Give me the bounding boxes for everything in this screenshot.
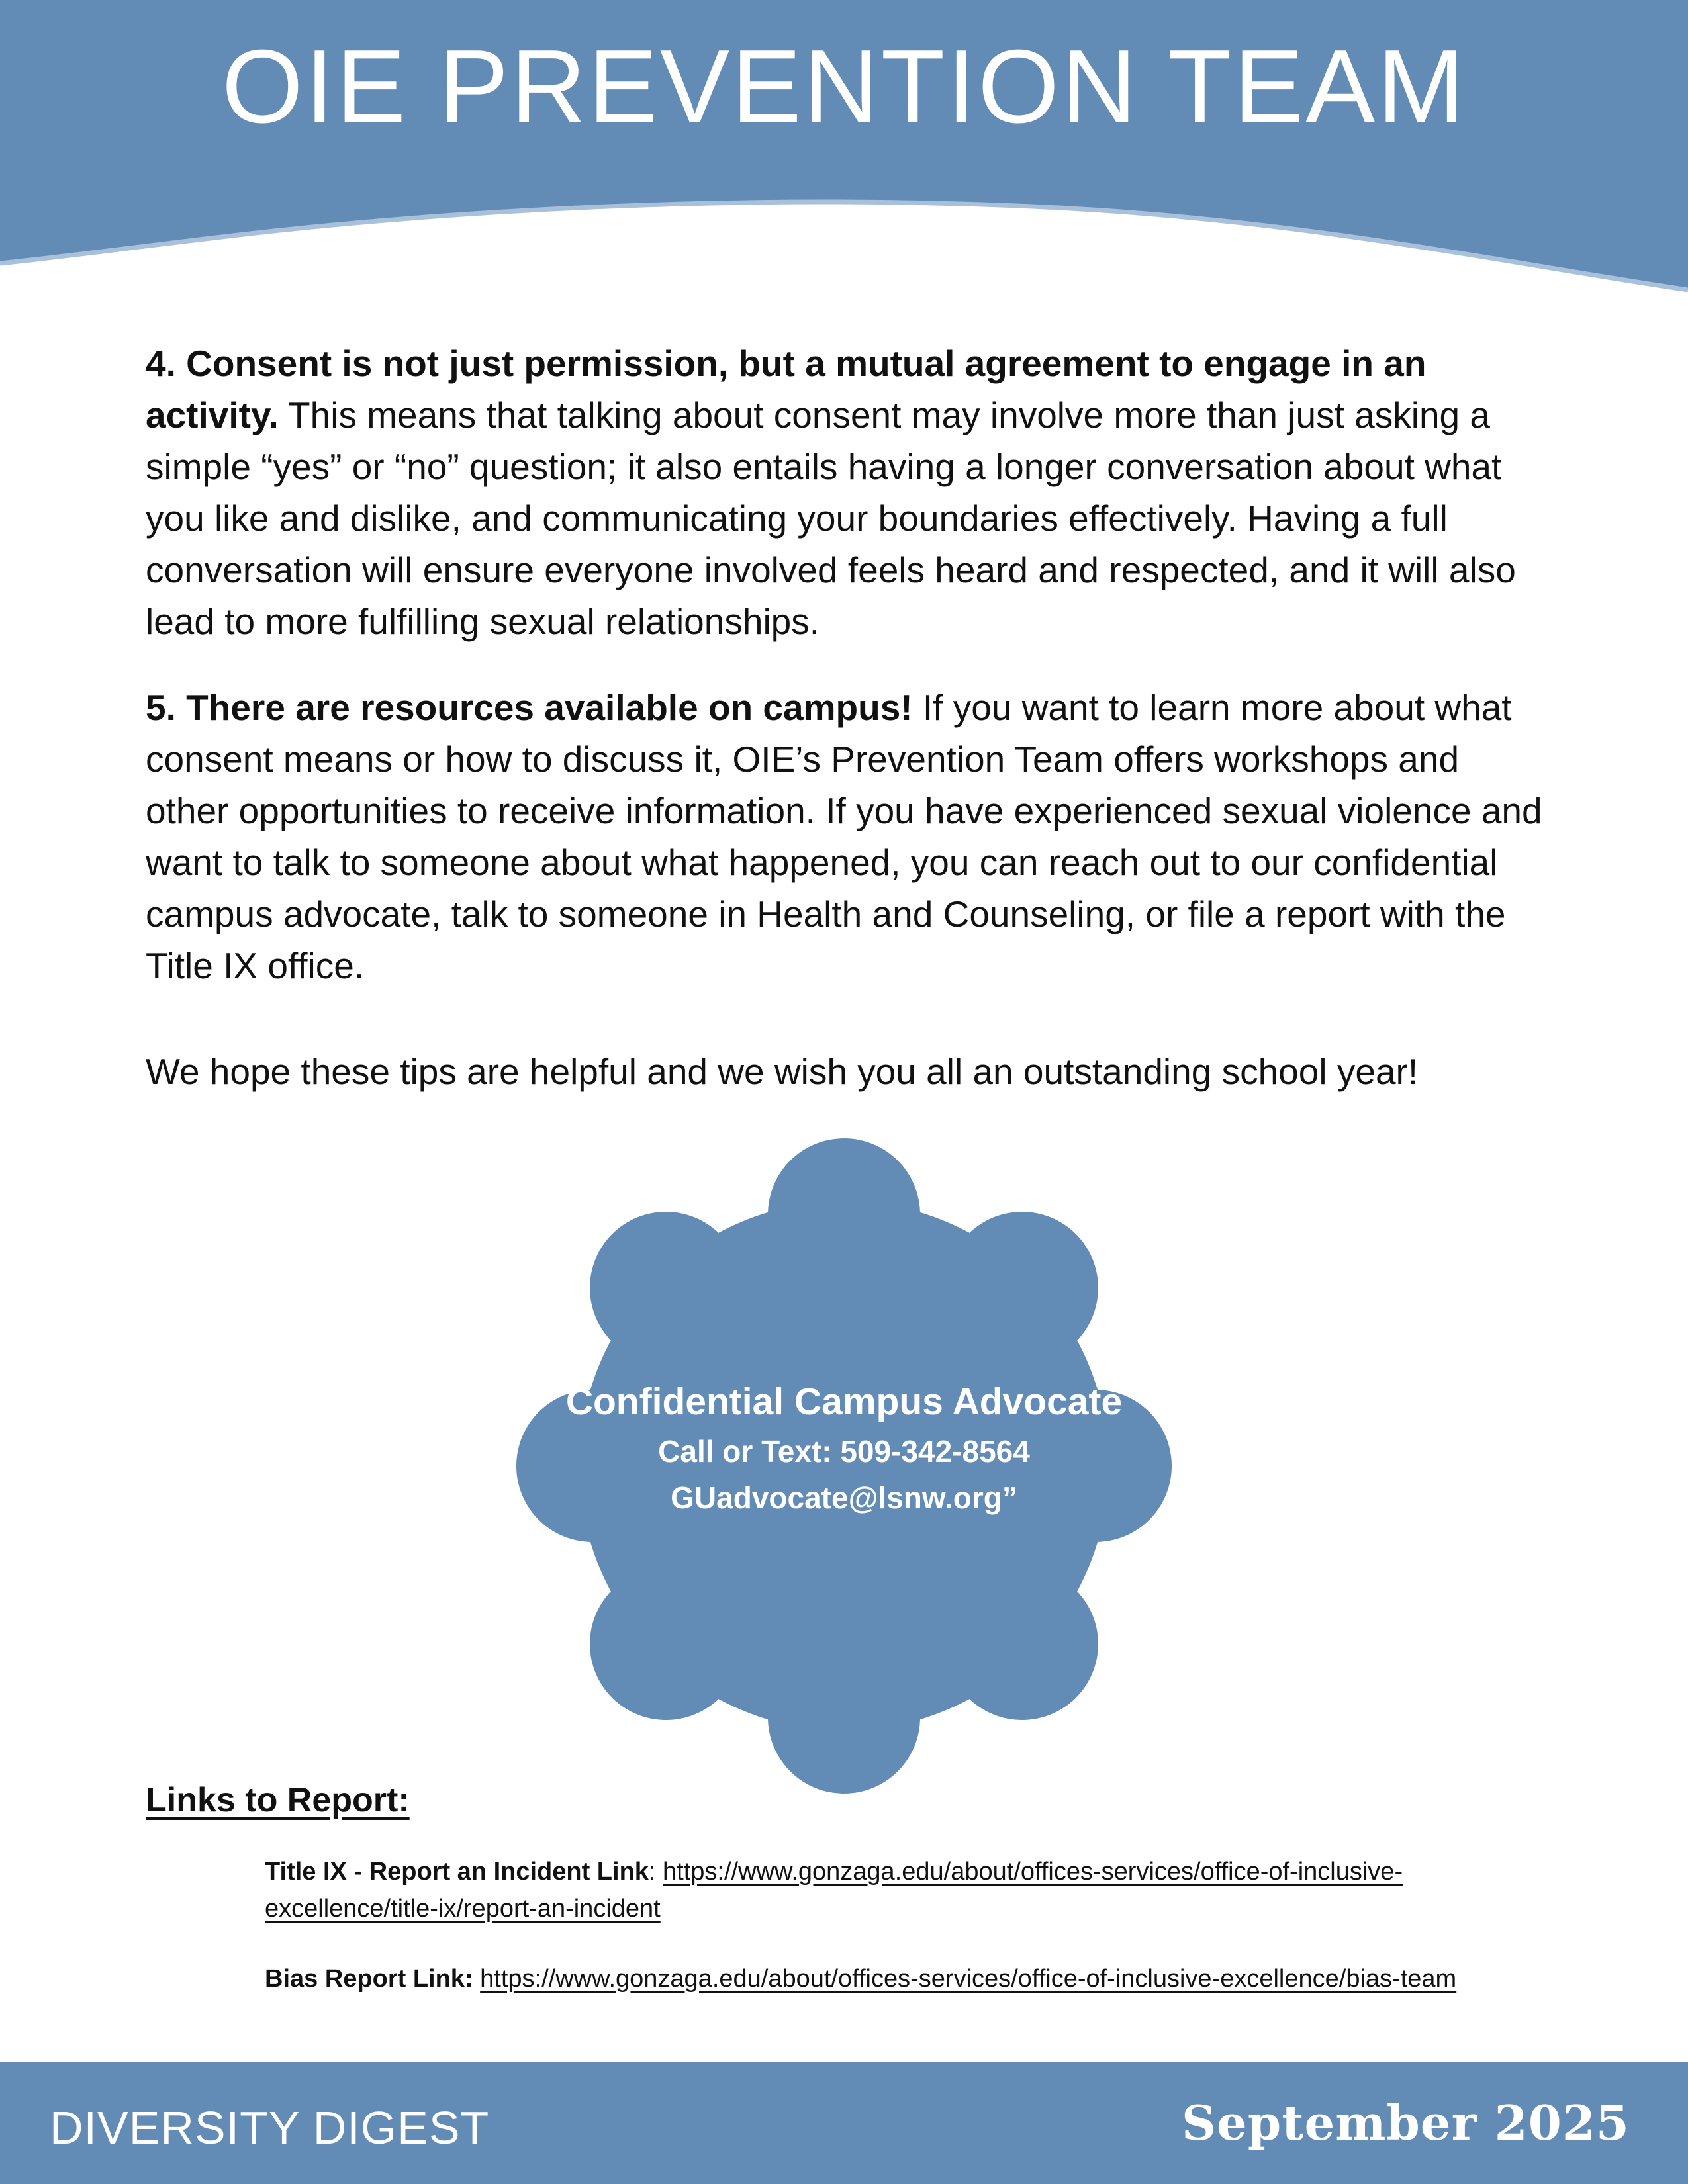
consent-tip-5 xyxy=(146,682,1549,991)
bias-report-link-separator xyxy=(473,1965,481,1993)
consent-tip-4 xyxy=(146,338,1549,647)
links-heading: Links to Report: xyxy=(146,1781,410,1819)
advocate-badge xyxy=(503,1375,1185,1521)
page-title: OIE PREVENTION TEAM xyxy=(221,28,1467,145)
tip-4-body: This means that talking about consent may involve more than just asking a simple “yes” or “no” question; it also entails having a longer conversation about what you like and dislike, and communicating your boundaries effectively. Having a full conversation will ensure everyone involved feels heard and respected, and it will also lead to more fulfilling sexual relationships. xyxy=(146,394,1516,642)
closing-text: We hope these tips are helpful and we wish you all an outstanding school year! xyxy=(146,1051,1419,1092)
title-ix-link-item xyxy=(265,1853,1523,1927)
advocate-email[interactable]: GUadvocate@lsnw.org” xyxy=(671,1480,1017,1515)
bias-report-link-label: Bias Report Link: xyxy=(265,1965,473,1993)
tip-4-heading: 4. Consent is not just permission, but a mutual agreement to engage in an activity. xyxy=(146,343,1427,435)
publication-name: DIVERSITY DIGEST xyxy=(50,2102,490,2154)
issue-date: September 2025 xyxy=(1182,2095,1630,2151)
closing-message xyxy=(146,1046,1549,1097)
advocate-title: Confidential Campus Advocate xyxy=(565,1381,1123,1423)
footer-bar xyxy=(0,2062,1688,2184)
title-ix-link-label: Title IX - Report an Incident Link xyxy=(265,1858,649,1886)
bias-report-link[interactable]: https://www.gonzaga.edu/about/offices-services/office-of-inclusive-excellence/bias-team xyxy=(480,1965,1457,1993)
tip-5-body: If you want to learn more about what consent means or how to discuss it, OIE’s Prevention Team offers workshops and other opportunities to receive information. If you have experienced sexual violence and want to talk to someone about what happened, you can reach out to our confidential campus advocate, talk to someone in Health and Counseling, or file a report with the Title IX office. xyxy=(146,687,1542,986)
bias-report-link-item xyxy=(265,1960,1523,1997)
title-ix-report-link[interactable]: https://www.gonzaga.edu/about/offices-services/office-of-inclusive-excellence/title-ix/report-an-incident xyxy=(265,1858,1403,1923)
title-ix-link-separator: : xyxy=(648,1858,663,1886)
advocate-phone[interactable]: Call or Text: 509-342-8564 xyxy=(658,1434,1030,1469)
tip-5-heading: 5. There are resources available on campus! xyxy=(146,687,913,728)
